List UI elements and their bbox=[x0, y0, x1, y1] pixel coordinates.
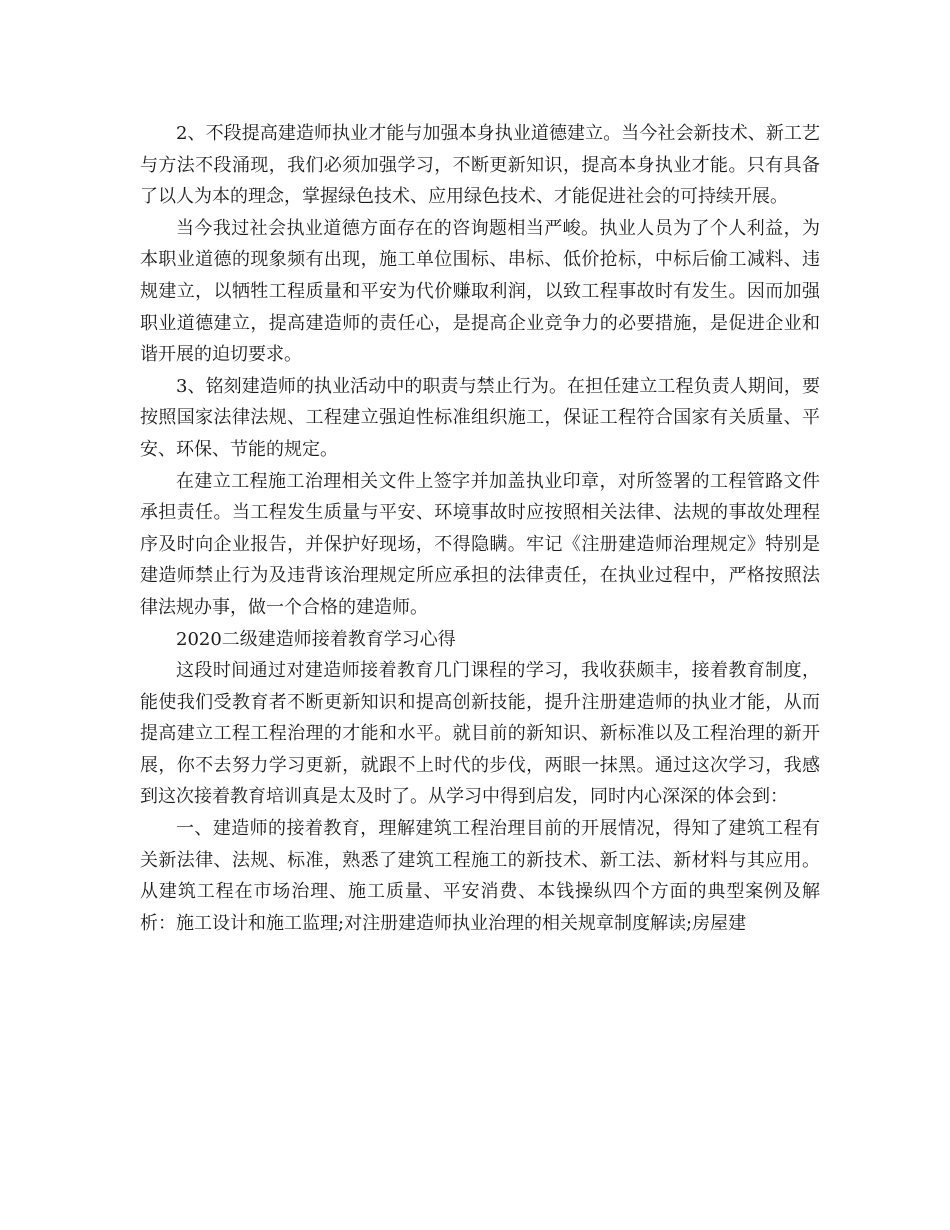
paragraph-3: 3、铭刻建造师的执业活动中的职责与禁止行为。在担任建立工程负责人期间，要按照国家法律法规、工程建立强迫性标准组织施工，保证工程符合国家有关质量、平安、环保、节能的规定。 bbox=[140, 375, 820, 460]
paragraph-4: 在建立工程施工治理相关文件上签字并加盖执业印章，对所签署的工程管路文件承担责任。当工程发生质量与平安、环境事故时应按照相关法律、法规的事故处理程序及时向企业报告，并保护好现场，不得隐瞒。牢记《注册建造师治理规定》特别是建造师禁止行为及违背该治理规定所应承担的法律责任，在执业过程中，严格按照法律法规办事，做一个合格的建造师。 bbox=[140, 470, 820, 618]
section-title: 2020二级建造师接着教育学习心得 bbox=[176, 628, 456, 650]
paragraph-6: 一、建造师的接着教育，理解建筑工程治理目前的开展情况，得知了建筑工程有关新法律、法规、标准，熟悉了建筑工程施工的新技术、新工法、新材料与其应用。从建筑工程在市场治理、施工质量、平安消费、本钱操纵四个方面的典型案例及解析：施工设计和施工监理;对注册建造师执业治理的相关规章制度解读;房屋建 bbox=[140, 818, 820, 934]
paragraph-5: 这段时间通过对建造师接着教育几门课程的学习，我收获颇丰，接着教育制度，能使我们受教育者不断更新知识和提高创新技能，提升注册建造师的执业才能，从而提高建立工程工程治理的才能和水平。就目前的新知识、新标准以及工程治理的新开展，你不去努力学习更新，就跟不上时代的步伐，两眼一抹黑。通过这次学习，我感到这次接着教育培训真是太及时了。从学习中得到启发，同时内心深深的体会到： bbox=[140, 660, 820, 808]
paragraph-2: 当今我过社会执业道德方面存在的咨询题相当严峻。执业人员为了个人利益，为本职业道德的现象频有出现，施工单位围标、串标、低价抢标，中标后偷工减料、违规建立，以牺牲工程质量和平安为代价赚取利润，以致工程事故时有发生。因而加强职业道德建立，提高建造师的责任心，是提高企业竞争力的必要措施，是促进企业和谐开展的迫切要求。 bbox=[140, 217, 820, 366]
document-body bbox=[140, 118, 820, 939]
paragraph-1: 2、不段提高建造师执业才能与加强本身执业道德建立。当今社会新技术、新工艺与方法不段涌现，我们必须加强学习，不断更新知识，提高本身执业才能。只有具备了以人为本的理念，掌握绿色技术、应用绿色技术、才能促进社会的可持续开展。 bbox=[140, 123, 820, 208]
